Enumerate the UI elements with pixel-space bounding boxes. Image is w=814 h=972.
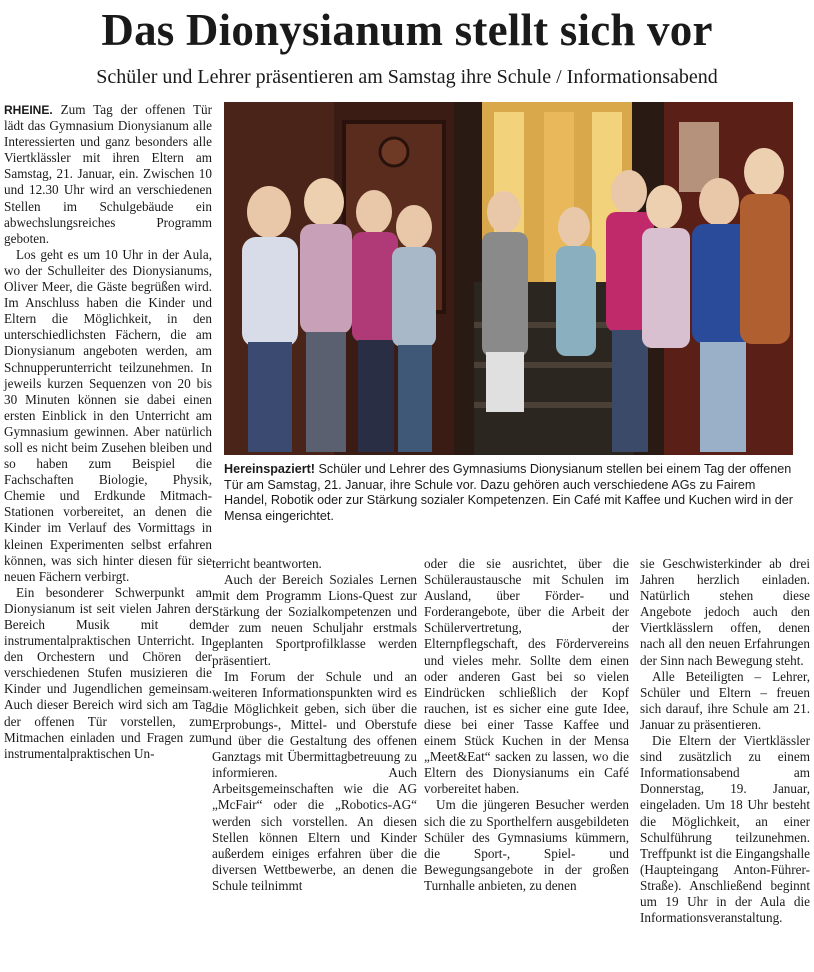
paragraph: Auch der Bereich Soziales Lernen mit dem Programm Lions-Quest zur Stärkung der Sozialkompetenzen und der zum neuen Schuljahr erstmals geplanten Sportprofilklasse werden präsentiert. [212,572,417,668]
column-3 [424,556,629,894]
paragraph-text: Zum Tag der offenen Tür lädt das Gymnasium Dionysianum alle Interessierten und ganz besonders alle Viertklässler mit ihren Eltern am Samstag, 21. Januar, ein. Zwischen 10 und 12.30 Uhr wird an verschiedenen Stellen im Schulgebäude ein abwechslungsreiches Programm geboten. [4,102,212,246]
paragraph: Ein besonderer Schwerpunkt am Dionysianum ist seit vielen Jahren der Bereich Musik mit dem instrumentalpraktischen Unterricht. In den Orchestern und Chören der verschiedenen Stufen musizieren die Kinder und Jugendlichen gemeinsam. Auch dieser Bereich wird sich am Tag der offenen Tür vorstellen, zum Mitmachen einladen und Fragen zum instrumentalpraktischen Un- [4,584,212,761]
paragraph: Los geht es um 10 Uhr in der Aula, wo der Schulleiter des Dionysianums, Oliver Meer, die Gäste begrüßen wird. Im Anschluss haben die Kinder und Eltern die Möglichkeit, in den unterschiedlichsten Fächern, die am Dionysianum angeboten werden, am Schnupperunterricht teilzunehmen. In jeweils kurzen Sequenzen von 20 bis 30 Minuten können sie dabei einen ersten Einblick in den Unterricht am Gymnasium gewinnen. Aber natürlich soll es nicht beim Zusehen bleiben und so haben zum Beispiel die Fachschaften Biologie, Physik, Chemie und Erdkunde Mitmach-Stationen vorbereitet, an denen die Kinder im Verlauf des Vormittags in kleinen Experimenten selbst erfahren können, was sich hinter diesen für sie neuen Fächern verbirgt. [4,246,212,584]
paragraph: Alle Beteiligten – Lehrer, Schüler und Eltern – freuen sich darauf, ihre Schule am 21. Januar zu präsentieren. [640,668,810,732]
door-ornament [380,138,408,166]
dateline: RHEINE. [4,103,53,117]
paragraph: Die Eltern der Viertklässler sind zusätzlich zu einem Informationsabend am Donnerstag, 19. Januar, eingeladen. Um 18 Uhr besteht die Möglichkeit, an einer Schulführung teilzunehmen. Treffpunkt ist die Eingangshalle (Haupteingang Anton-Führer-Straße). Anschließend beginnt um 19 Uhr in der Aula die Informationsveranstaltung. [640,733,810,926]
paragraph: oder die sie ausrichtet, über die Schüleraustausche mit Schulen im Ausland, über Förder- und Forderangebote, über die Arbeit der Schülervertretung, der Elternpflegschaft, des Fördervereins und vieles mehr. Sollte dem einen oder anderen Gast bei so vielen Eindrücken schließlich der Kopf rauchen, ist es sicher eine gute Idee, diese bei einer Tasse Kaffee und einem Stück Kuchen in der Mensa „Meet&Eat“ sacken zu lassen, wo die Eltern des Dionysianums ein Café vorbereitet haben. [424,556,629,797]
column-1 [4,102,212,762]
paragraph: terricht beantworten. [212,556,322,571]
headline: Das Dionysianum stellt sich vor [101,5,713,55]
paragraph: Um die jüngeren Besucher werden sich die zu Sporthelfern ausgebildeten Schüler des Gymnasiums kümmern, die Sport-, Spiel- und Bewegungsangebote in der großen Turnhalle anbieten, zu denen [424,797,629,893]
column-4 [640,556,810,926]
photo-caption [224,462,796,524]
caption-text: Schüler und Lehrer des Gymnasiums Dionysianum stellen bei einem Tag der offenen Tür am Samstag, 21. Januar, ihre Schule vor. Dazu gehören auch verschiedene AGs zu Fairem Handel, Robotik oder zur Stärkung sozialer Kompetenzen. Ein Café mit Kaffee und Kuchen wird in der Mensa eingerichtet. [224,462,793,523]
column-2 [212,556,417,894]
paragraph [4,102,212,247]
paragraph: Im Forum der Schule und an weiteren Informationspunkten wird es die Möglichkeit geben, sich über die Erprobungs-, Mittel- und Oberstufe und über die Gestaltung des offenen Ganztags mit Übermittagbetreuung zu informieren. Auch Arbeitsgemeinschaften wie die AG „McFair“ oder die „Robotics-AG“ werden sich vorstellen. An diesen Stellen können Eltern und Kinder außerdem einiges erfahren über die diversen Wettbewerbe, an denen die Schule teilnimmt [212,668,417,893]
caption-lead: Hereinspaziert! [224,462,315,476]
subheadline: Schüler und Lehrer präsentieren am Samstag ihre Schule / Informationsabend [96,66,718,88]
paragraph: sie Geschwisterkinder ab drei Jahren herzlich einladen. Natürlich stehen diese Angebote jedoch auch den Viertklässlern offen, denen nach all den neuen Erfahrungen der Sinn nach Bewegung steht. [640,556,810,668]
school-entrance-photo [224,102,793,455]
